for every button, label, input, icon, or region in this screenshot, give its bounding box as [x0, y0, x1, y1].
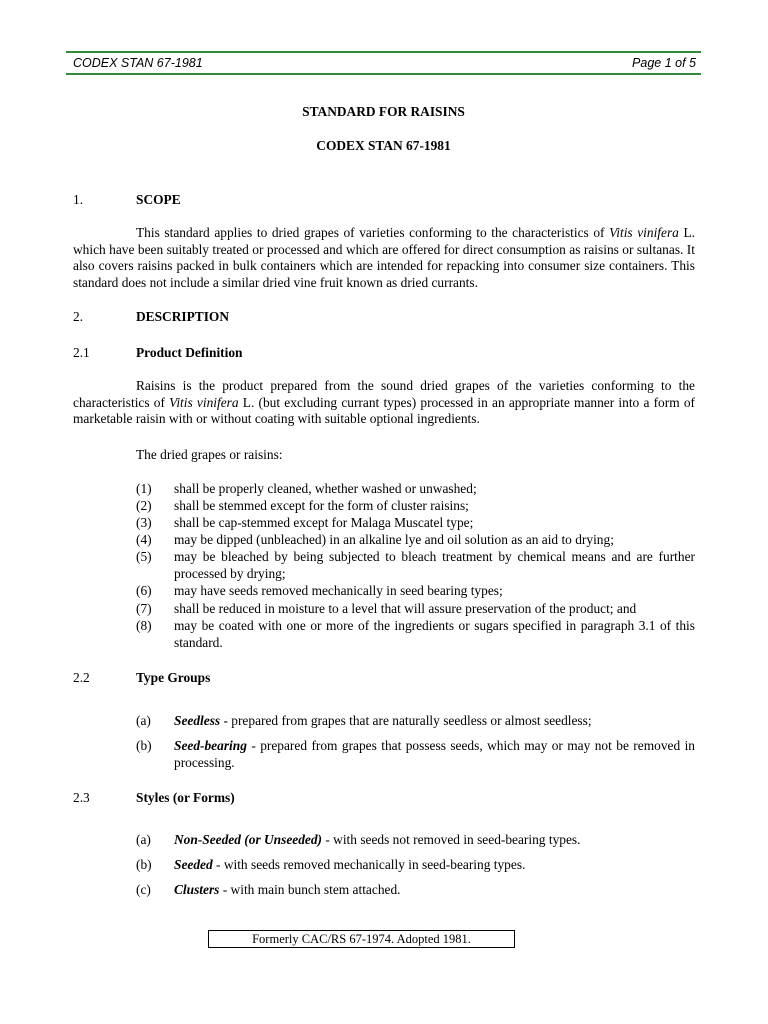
list-item-text: may be coated with one or more of the ingredients or sugars specified in paragraph 3.1 of this standard.: [174, 618, 695, 650]
definition-text-b: L. (but excluding currant types) processed in an appropriate manner into a form of marketable raisin with or without coating with suitable optional ingredients.: [73, 394, 695, 427]
list-item-number: (7): [136, 601, 152, 616]
list-item-text: shall be stemmed except for the form of cluster raisins;: [174, 498, 469, 513]
term: Seeded: [174, 857, 213, 872]
section-number: 2.: [73, 309, 84, 324]
definition: - with main bunch stem attached.: [219, 882, 401, 897]
definition: - prepared from grapes that are naturally seedless or almost seedless;: [220, 713, 592, 728]
list-item-text: may be dipped (unbleached) in an alkaline lye and oil solution as an aid to drying;: [174, 532, 614, 547]
list-item-text: shall be cap-stemmed except for Malaga Muscatel type;: [174, 515, 474, 530]
term: Clusters: [174, 882, 220, 897]
scope-text-a: This standard applies to dried grapes of varieties conforming to the characteristics of: [136, 225, 610, 240]
scope-species: Vitis vinifera: [609, 225, 679, 240]
list-item-number: (6): [136, 583, 152, 598]
definition-text-a: Raisins is the product prepared from the sound dried grapes of the varieties conforming to the characteristics of: [73, 378, 695, 410]
definition: - with seeds not removed in seed-bearing types.: [322, 832, 581, 847]
section-heading-description: DESCRIPTION: [136, 309, 230, 324]
list-item-number: (a): [136, 713, 151, 728]
term: Seed-bearing: [174, 738, 247, 753]
list-item-number: (c): [136, 882, 151, 897]
scope-text-b: L. which have been suitably treated or processed and which are offered for direct consumption as raisins or sultanas. It also covers raisins packed in bulk containers which are intended for repacking into consumer size containers. This standard does not include a similar dried vine fruit known as dried currants.: [73, 225, 695, 290]
section-number: 1.: [73, 192, 84, 207]
list-item-number: (a): [136, 832, 151, 847]
list-item-number: (b): [136, 857, 152, 872]
list-item-text: [174, 738, 695, 771]
section-heading-scope: SCOPE: [136, 192, 181, 207]
term: Non-Seeded (or Unseeded): [174, 832, 323, 847]
subsection-number: 2.3: [73, 790, 90, 805]
definition: - with seeds removed mechanically in seed-bearing types.: [212, 857, 526, 872]
definition-species: Vitis vinifera: [169, 394, 239, 410]
list-item-number: (3): [136, 515, 152, 530]
subsection-number: 2.2: [73, 670, 90, 685]
list-item-text: [174, 882, 695, 899]
header-doc-code: CODEX STAN 67-1981: [73, 56, 203, 70]
list-item-number: (1): [136, 481, 152, 496]
product-definition-paragraph: [73, 378, 695, 428]
list-item-text: shall be reduced in moisture to a level that will assure preservation of the product; and: [174, 601, 637, 616]
list-item-number: (4): [136, 532, 152, 547]
subsection-heading-product-definition: Product Definition: [136, 345, 243, 360]
list-item-text: shall be properly cleaned, whether washed or unwashed;: [174, 481, 477, 496]
list-item-text: may have seeds removed mechanically in seed bearing types;: [174, 583, 503, 598]
list-item-text: [174, 832, 695, 849]
subsection-heading-type-groups: Type Groups: [136, 670, 211, 685]
definition: - prepared from grapes that possess seeds, which may or may not be removed in processing.: [174, 738, 695, 770]
list-intro: The dried grapes or raisins:: [136, 447, 283, 462]
list-item-number: (8): [136, 618, 152, 633]
list-item-number: (5): [136, 549, 152, 564]
header-rule-bottom: [66, 73, 701, 75]
scope-paragraph: [73, 225, 695, 291]
subsection-heading-styles: Styles (or Forms): [136, 790, 235, 805]
header-page-number: Page 1 of 5: [632, 56, 696, 70]
document-subtitle: CODEX STAN 67-1981: [316, 138, 451, 153]
term: Seedless: [174, 713, 221, 728]
list-item-number: (2): [136, 498, 152, 513]
list-item-text: [174, 713, 695, 730]
footnote-box: Formerly CAC/RS 67-1974. Adopted 1981.: [208, 930, 515, 948]
document-title: STANDARD FOR RAISINS: [302, 104, 465, 119]
list-item-text: [174, 857, 695, 874]
header-rule-top: [66, 51, 701, 53]
list-item-number: (b): [136, 738, 152, 753]
list-item-text: may be bleached by being subjected to bleach treatment by chemical means and are further processed by drying;: [174, 549, 695, 581]
subsection-number: 2.1: [73, 345, 90, 360]
